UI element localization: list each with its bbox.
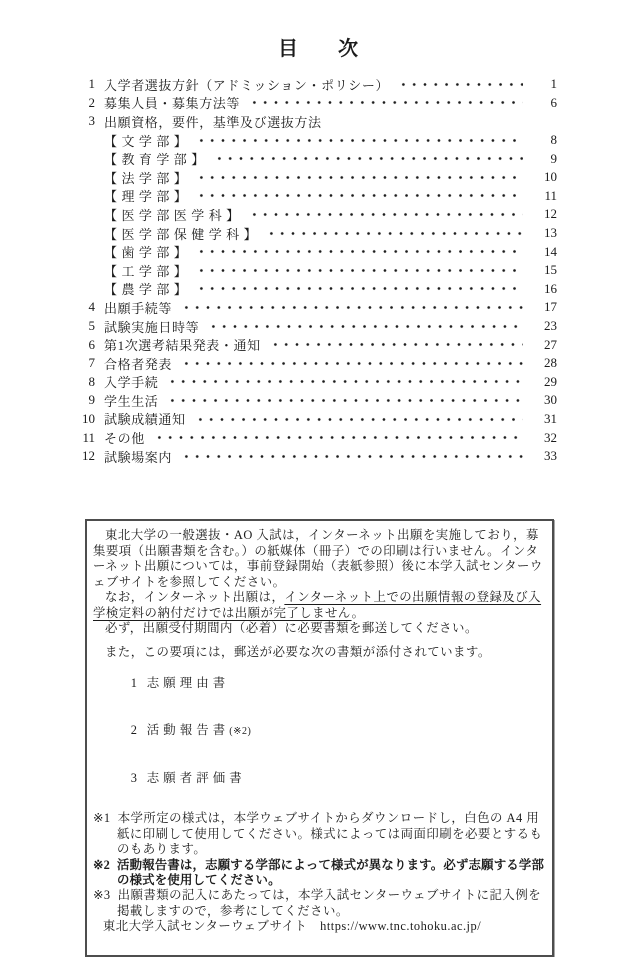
toc-entry-number: 11 [82, 429, 95, 445]
toc-entry-number: 9 [88, 392, 95, 408]
toc-entry-label: その他 [104, 431, 145, 447]
toc-entry-label: 【 歯 学 部 】 [104, 245, 188, 261]
page-title: 目 次 [278, 38, 358, 60]
document-item-label: 志 願 者 評 価 書 [146, 770, 243, 785]
dot-leader [195, 410, 523, 429]
dot-leader [249, 94, 523, 113]
footer-separator [307, 919, 320, 933]
toc-entry [80, 317, 557, 336]
toc-entry-page: 11 [544, 187, 557, 203]
dot-leader [154, 428, 523, 447]
note-item-marker: ※2 [93, 857, 110, 872]
toc-entry-label: 【 農 学 部 】 [104, 282, 188, 298]
toc-entry-number: 10 [82, 410, 95, 426]
toc-entry [80, 242, 557, 261]
toc-entry-label: 出願資格，要件，基準及び選抜方法 [104, 114, 322, 130]
notes-list [93, 811, 546, 919]
toc-entry-page: 31 [544, 410, 557, 426]
toc-entry-page: 10 [544, 169, 557, 185]
document-item-label: 活 動 報 告 書 [146, 723, 230, 738]
note-item-marker: ※1 [93, 811, 111, 826]
toc-entry-page: 30 [544, 392, 557, 408]
toc-entry [80, 410, 557, 429]
note-box [85, 519, 554, 957]
toc-entry-number: 1 [88, 76, 95, 92]
toc-entry-label: 試験実施日時等 [104, 319, 200, 335]
website-footer [93, 919, 546, 934]
toc-entry [80, 168, 557, 187]
dot-leader [214, 149, 523, 168]
toc-entry-page: 15 [544, 262, 557, 278]
warning-prefix-text: なお，インターネット出願は， [105, 590, 285, 605]
toc-entry [80, 261, 557, 280]
note-paragraph-warning [93, 590, 546, 621]
note-item-marker: ※3 [93, 888, 111, 903]
toc-entry-number: 2 [88, 94, 95, 110]
toc-entry [80, 298, 557, 317]
document-item-number: 3 [130, 770, 138, 785]
dot-leader [181, 447, 523, 466]
toc-entry [80, 94, 557, 113]
dot-leader [196, 131, 523, 150]
dot-leader [167, 391, 523, 410]
dot-leader [181, 298, 523, 317]
toc-entry-label: 【 医 学 部 医 学 科 】 [104, 207, 240, 223]
toc-entry [80, 280, 557, 299]
warning-underlined-text: インターネット上での出願情報の登録及び入学検定料の納付だけでは出願が完了しません [93, 590, 542, 620]
note-paragraph-internet-application: 東北大学の一般選抜・AO 入試は，インターネット出願を実施しており，募集要項（出願書類を含む。）の紙媒体（冊子）での印刷は行いません。インターネット出願については，事前登録開始（表紙参照）後に本学入試センターウェブサイトを参照してください。 [93, 528, 543, 589]
dot-leader [208, 317, 523, 336]
toc-entry-page: 28 [544, 355, 557, 371]
warning-suffix-text: 。 [351, 605, 365, 620]
toc-entry [80, 428, 557, 447]
toc-entry [80, 187, 557, 206]
toc-entry-page: 32 [544, 429, 557, 445]
toc-entry-label: 入学手続 [104, 375, 159, 391]
document-item-ref: (※2) [229, 726, 252, 738]
toc-entry-label: 募集人員・募集方法等 [104, 96, 241, 112]
toc-entry-number: 12 [82, 448, 95, 464]
spacer [93, 636, 546, 645]
toc-entry-page: 8 [550, 132, 557, 148]
note-item [93, 888, 546, 919]
dot-leader [196, 242, 523, 261]
toc-entry [80, 75, 557, 94]
note-item [93, 811, 546, 857]
dot-leader [181, 354, 523, 373]
toc-entry-page: 16 [544, 280, 557, 296]
toc-entry-label: 入学者選抜方針（アドミッション・ポリシー） [104, 77, 390, 93]
dot-leader [196, 280, 523, 299]
toc-entry-label: 【 文 学 部 】 [104, 133, 188, 149]
dot-leader [196, 187, 523, 206]
toc-entry-label: 【 医 学 部 保 健 学 科 】 [104, 226, 258, 242]
toc-entry-label: 学生生活 [104, 393, 159, 409]
toc-entry-page: 1 [550, 76, 557, 92]
note-item [93, 858, 546, 889]
toc-entry-label: 合格者発表 [104, 356, 173, 372]
toc-entry-label: 【 法 学 部 】 [104, 170, 188, 186]
toc-entry-label: 試験成績通知 [104, 412, 186, 428]
document-item-label: 志 願 理 由 書 [146, 676, 226, 691]
toc-entry-page: 27 [544, 336, 557, 352]
toc-list [80, 75, 557, 465]
document-item-number: 2 [130, 723, 138, 738]
dot-leader [398, 75, 523, 94]
dot-leader [266, 224, 523, 243]
toc-entry-number: 3 [88, 113, 95, 129]
note-paragraph-mail-deadline: 必ず，出願受付期間内（必着）に必要書類を郵送してください。 [105, 620, 478, 635]
document-list [93, 661, 546, 803]
toc-entry [80, 391, 557, 410]
attached-documents-intro: また，この要項には，郵送が必要な次の書類が添付されています。 [105, 645, 491, 660]
toc-entry-label: 【 工 学 部 】 [104, 263, 188, 279]
toc-entry [80, 224, 557, 243]
toc-entry-label: 【 理 学 部 】 [104, 189, 188, 205]
toc-entry-page: 14 [544, 243, 557, 259]
dot-leader [196, 261, 523, 280]
toc-entry-label: 試験場案内 [104, 449, 173, 465]
dot-leader [249, 205, 523, 224]
toc-entry [80, 131, 557, 150]
website-label: 東北大学入試センターウェブサイト [102, 919, 308, 934]
document-item [93, 755, 546, 802]
toc-entry [80, 354, 557, 373]
toc-entry-label: 【 教 育 学 部 】 [104, 152, 205, 168]
toc-entry-number: 5 [88, 318, 95, 334]
toc-entry-label: 第1次選考結果発表・通知 [104, 338, 261, 354]
toc-entry [80, 373, 557, 392]
toc-entry [80, 447, 557, 466]
dot-leader [196, 168, 523, 187]
note-item-text: 本学所定の様式は，本学ウェブサイトからダウンロードし，白色の A4 用紙に印刷して使用してください。様式によっては両面印刷を必要とするものもあります。 [117, 811, 543, 857]
toc-entry-page: 29 [544, 373, 557, 389]
toc-entry-number: 6 [88, 336, 95, 352]
toc-entry [80, 205, 557, 224]
toc-entry-page: 23 [544, 318, 557, 334]
toc-entry [80, 335, 557, 354]
toc-entry-page: 17 [544, 299, 557, 315]
toc-entry-page: 6 [550, 94, 557, 110]
toc-entry-page: 9 [550, 150, 557, 166]
dot-leader [167, 373, 523, 392]
toc-entry-number: 7 [88, 355, 95, 371]
document-item [93, 708, 546, 755]
toc-entry-number: 4 [88, 299, 95, 315]
dot-leader [270, 335, 523, 354]
toc-entry-page: 12 [544, 206, 557, 222]
toc-entry [80, 149, 557, 168]
toc-entry-page: 13 [544, 225, 557, 241]
document-item-number: 1 [130, 676, 138, 691]
toc-entry [80, 112, 557, 131]
toc-entry-number: 8 [88, 373, 95, 389]
document-item [93, 661, 546, 708]
note-item-text: 活動報告書は，志願する学部によって様式が異なります。必ず志願する学部の様式を使用してください。 [116, 857, 545, 887]
note-item-text: 出願書類の記入にあたっては，本学入試センターウェブサイトに記入例を掲載しますので，参考にしてください。 [117, 888, 542, 918]
toc-entry-label: 出願手続等 [104, 300, 173, 316]
website-url: https://www.tnc.tohoku.ac.jp/ [320, 919, 482, 934]
toc-entry-page: 33 [544, 448, 557, 464]
